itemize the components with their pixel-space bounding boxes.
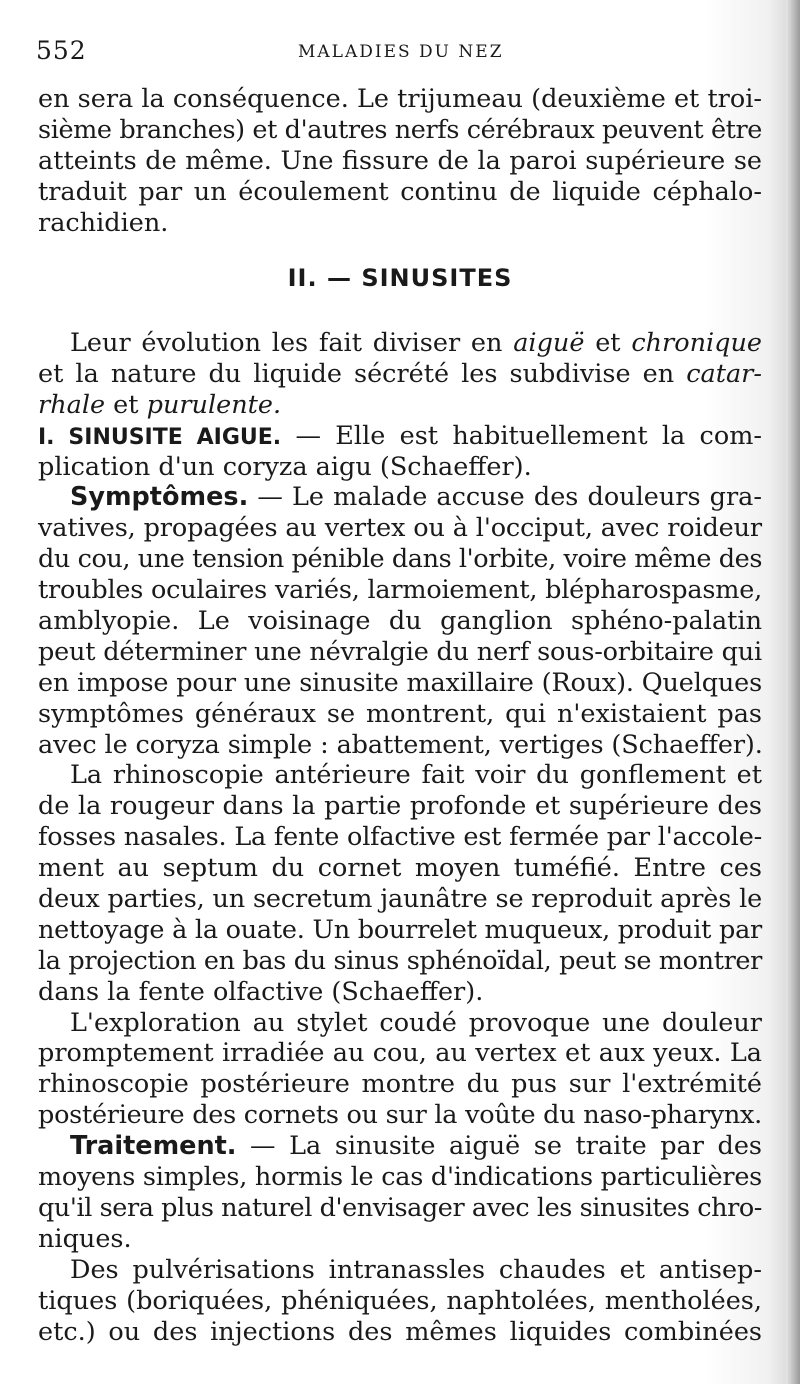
text-line: Traitement. — La sinusite aiguë se traite par des bbox=[70, 1131, 762, 1162]
intro-paragraph bbox=[38, 84, 762, 238]
text-line: symptômes généraux se montrent, qui n'existaient pas bbox=[38, 698, 762, 729]
text-line: tiques (boriquées, phéniquées, naphtolées, mentholées, bbox=[38, 1285, 762, 1316]
text-line: en sera la conséquence. Le trijumeau (deuxième et troi- bbox=[38, 84, 762, 114]
text-line: de la rougeur dans la partie profonde et supérieure des bbox=[38, 791, 762, 822]
text-line: niques. bbox=[38, 1223, 132, 1254]
text-line: qu'il sera plus naturel d'envisager avec les sinusites chro- bbox=[38, 1192, 762, 1223]
subsection-heading: I. SINUSITE AIGUE. bbox=[38, 424, 282, 450]
text-line: nettoyage à la ouate. Un bourrelet muqueux, produit par bbox=[38, 914, 762, 945]
text-line: troubles oculaires variés, larmoiement, blépharospasme, bbox=[38, 575, 762, 606]
subsection-heading: Symptômes. bbox=[70, 482, 249, 513]
text-line: traduit par un écoulement continu de liquide céphalo- bbox=[38, 176, 762, 207]
text-line: postérieure des cornets ou sur la voûte du naso-pharynx. bbox=[38, 1100, 762, 1131]
page-number: 552 bbox=[36, 36, 87, 65]
text-line: amblyopie. Le voisinage du ganglion sphéno-palatin bbox=[38, 606, 762, 637]
text-line: vatives, propagées au vertex ou à l'occiput, avec roideur bbox=[38, 513, 762, 544]
text-line: peut déterminer une névralgie du nerf sous-orbitaire qui bbox=[38, 636, 762, 667]
text-line: promptement irradiée au cou, au vertex et aux yeux. La bbox=[38, 1038, 762, 1069]
text-line: en impose pour une sinusite maxillaire (Roux). Quelques bbox=[38, 667, 762, 698]
running-head bbox=[36, 36, 776, 70]
text-line: fosses nasales. La fente olfactive est fermée par l'accole- bbox=[38, 822, 762, 853]
text-line: Leur évolution les fait diviser en aiguë et chronique bbox=[70, 328, 762, 358]
text-line: deux parties, un secretum jaunâtre se reproduit après le bbox=[38, 884, 762, 915]
text-line: et la nature du liquide sécrété les subdivise en catar- bbox=[38, 358, 762, 389]
text-line: rhale et purulente. bbox=[38, 389, 282, 420]
text-line: avec le coryza simple : abattement, vertiges (Schaeffer). bbox=[38, 729, 763, 760]
text-line: La rhinoscopie antérieure fait voir du gonflement et bbox=[70, 760, 762, 791]
subsection-heading: Traitement. bbox=[70, 1131, 237, 1162]
text-line: I. SINUSITE AIGUE. — Elle est habituellement la com- bbox=[38, 420, 762, 451]
main-text bbox=[38, 328, 762, 1347]
text-line: atteints de même. Une fissure de la paroi supérieure se bbox=[38, 145, 762, 176]
text-line: etc.) ou des injections des mêmes liquides combinées bbox=[38, 1316, 762, 1347]
text-line: la projection en bas du sinus sphénoïdal, peut se montrer bbox=[38, 945, 762, 976]
text-line: rachidien. bbox=[38, 207, 169, 238]
text-line: rhinoscopie postérieure montre du pus sur l'extrémité bbox=[38, 1069, 762, 1100]
text-line: dans la fente olfactive (Schaeffer). bbox=[38, 976, 484, 1007]
text-line: du cou, une tension pénible dans l'orbite, voire même des bbox=[38, 544, 762, 575]
text-line: sième branches) et d'autres nerfs cérébraux peuvent être bbox=[38, 114, 762, 145]
text-line: moyens simples, hormis le cas d'indications particulières bbox=[38, 1162, 762, 1193]
text-line: plication d'un coryza aigu (Schaeffer). bbox=[38, 451, 532, 482]
page-edge-shadow bbox=[786, 0, 800, 1384]
text-line: Symptômes. — Le malade accuse des douleurs gra- bbox=[70, 482, 762, 513]
text-line: ment au septum du cornet moyen tuméfié. Entre ces bbox=[38, 853, 762, 884]
text-line: Des pulvérisations intranassles chaudes et antisep- bbox=[70, 1254, 762, 1285]
running-title: MALADIES DU NEZ bbox=[298, 42, 504, 62]
text-line: L'exploration au stylet coudé provoque une douleur bbox=[70, 1007, 762, 1038]
section-title: II. — SINUSITES bbox=[287, 264, 513, 292]
